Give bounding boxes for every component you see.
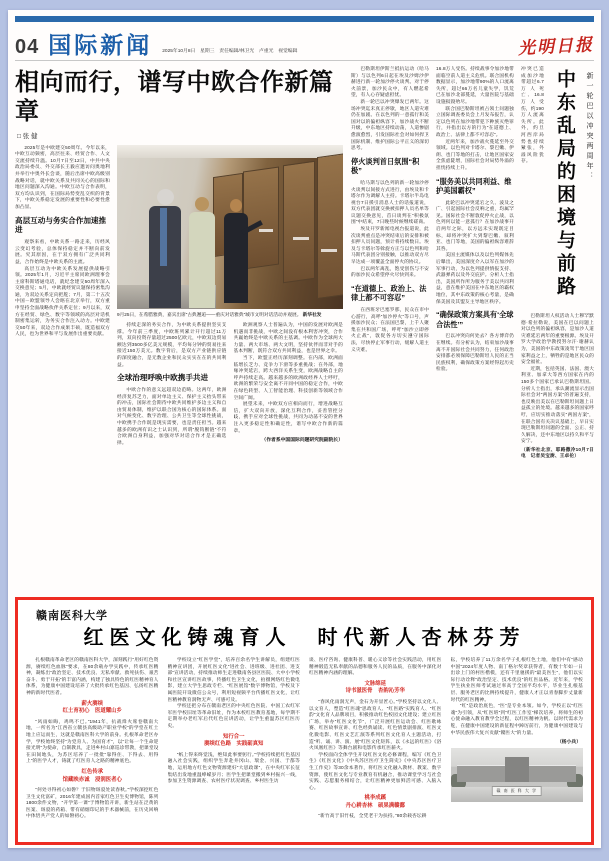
masthead-row	[15, 24, 594, 57]
exhibition-photo	[117, 145, 343, 309]
feature-column-1	[26, 657, 159, 841]
lead-right-area	[117, 145, 343, 590]
photo-ceiling	[117, 145, 343, 158]
exhibit-panel	[283, 160, 315, 282]
vertical-headline-block	[548, 66, 594, 308]
feature-column-4	[451, 657, 584, 841]
vertical-kicker: 新一轮巴以冲突两周年：	[586, 72, 593, 182]
mideast-subhead-a2: “在道德上、政治上、法律上都不可容忍”	[351, 283, 427, 303]
feature-col3-text-b: “春风化雨润无声，金石为开显匠心。”学校坚持以文化人、以文育人，塑造“红医魂”思政育人、“红医路”实践育人、“红医韵”文化育人品牌项目，积极推动红色校园文化建设；建立红医广场，举办“红医文化节”，广泛开展红医运动会、红医歌咏赛、红医故事宣讲、红色经典诵读、红色情景剧排演、红医文化微电影、红医文艺汇演等系列红医文化育人主题活动，打造“听、诵、讲、演、展”红医文化矩阵，以《永远的红医》《浴火凤凰红医》等舞台剧和电影传承红医薪火。 学校面向全体学生开设红医文化必修课程，编写《红色卫生》《红医文化》《中央苏区医疗卫生简史》《中央苏区医疗卫生工作史》等30余本著作，将红医文化融入教材、教案、数字资源，使红医文化与专业教育有机融合，推动课堂学习与社会实践、志愿服务相结合，让红医精神更加鲜活可感、入脑入心。	[309, 698, 442, 790]
exhibit-label	[293, 237, 309, 240]
mideast-colB-text-c: 巴以冲突向何处去？各方博弈仍在继续。有分析认为，结束加沙战事离不开国际社会共同努力，任何政治安排都必须保障巴勒斯坦人民的正当民族权利，确保政策方案经得起历史检验。	[436, 333, 514, 372]
mideast-subhead-b1: “服务美以共同利益、维护美国霸权”	[436, 176, 512, 196]
exhibit-label	[259, 229, 273, 232]
visitor-woman-elder	[147, 189, 183, 309]
mideast-subhead-a1: 停火谈判首日氛围“积极”	[351, 156, 420, 176]
mideast-colB-text-a: 16.8万人受伤。持续战事令加沙地带面临空前人道主义危机。联合国机构数据显示，加沙地带90%的人口流离失所，超过66万名儿童失学，饥荒已在加沙北部蔓延，大量医院与基础设施损毁殆尽。 联合国巴勒斯坦被占领土问题独立国际调查委员会上月发布报告，认定以色列在加沙地带犯下种族灭绝罪行，并指出以方的行为“在道德上、政治上、法律上都不可容忍”。 近两年来，加沙战火蔓延至外交领域。以色列对卡塔尔、黎巴嫩、伊朗、也门等地的打击，让地区国家安全焦虑陡增，国际社会对局势外溢的担忧持续上升。	[436, 66, 514, 170]
lead-col1-text-a: 2025年是中欧建交50周年。今年以来，中欧互动频密，高层往来、经贸合作、人文交流持续升温。10月7日至12日，中共中央政治局委员、外交部长王毅应邀访问奥地利并举行中奥外长会谈，随后出席中欧高级别战略对话，就中欧关系及共同关心的国际和地区问题深入沟通。中欧互动与合作表明，双方均认识到，在国际局势变乱交织的背景下，中欧关系稳定发展的重要性和必要性愈加凸显。	[15, 144, 110, 209]
photo-caption-text: 9月25日，在希腊雅典，嘉宾出席“古典邂逅——重庆对话雅典”城市文明对话活动并观展。	[117, 311, 302, 317]
vertical-headline: 中东乱局的困境与前路	[554, 69, 575, 299]
author-note: （作者系中国国际问题研究院副院长）	[261, 438, 343, 444]
feature-org: 赣南医科大学	[36, 610, 108, 622]
mideast-colD-text: 巴勒斯坦人权活动人士穆罕默德·希拉勒说，美国在巴以问题上对以色列的偏袒纵容，是加沙人道灾难延宕两年的重要根源。埃及开罗大学政治学教授努尔汗·谢赫认为，美国的中东政策凌驾于地区国家利益之上，牺牲的是地区民众的安全福祉。 近期，包括英国、法国、澳大利亚、加拿大等西方国家在内的150多个国家已承认巴勒斯坦国。分析人士指出，承认潮流显示出国际社会对“两国方案”的普遍支持，也反映出美以在巴勒斯坦问题上日益孤立的处境。越来越多的国家呼吁，应切实推动落实“两国方案”，在联合国有关决议基础上，早日实现巴勒斯坦问题的全面、公正、持久解决，还中东地区以持久和平与安宁。	[521, 313, 594, 444]
lead-col2-text-b: 中欧合作的意义远超双边范畴。这两年，欧洲经济复苏乏力，面对单边主义、保护主义抬头带来的冲击，国际社会期待中欧共同维护多边主义和自由贸易体制，维护以联合国为核心的国际体系。面对气候变化、数字治理、公共卫生等全球性挑战，中欧携手合作既是现实需要，也是责任担当。越来越多的欧洲有识之士认识到，所谓“脱钩断链”不符合欧洲自身利益，加强对华对话合作才是正确选择。	[117, 386, 227, 445]
lead-headline: 相向而行，谱写中欧合作新篇章	[15, 69, 334, 125]
feature-subhead-5: 桃李成蹊 丹心耕杏林 硕果满赣鄱	[345, 795, 405, 809]
photo-caption	[117, 312, 343, 318]
lead-body	[15, 145, 343, 590]
mideast-subhead-b2: “确保政策方案具有‘全球合法性’”	[436, 310, 514, 329]
exhibit-panel	[317, 152, 343, 298]
feature-col2-text-a: 学校设立“红医学堂”，培养百余名学生讲解员，组建红医精神宣讲团，开展红医文化“进社会、进班级、进社团、进支部”宣讲活动，持续推动师生走进赣南各县区医院、大中小学校和社区宣讲红医故事，传播红色卫生文化，拍摄网络红色微电影，建立大学生思政专栏、“红医展馆”数字博物馆，学校及下属医院开设微信公众号，利用短视频平台传播红医文化，让红医精神教育润物无声、可感可及。 学校还把分布在赣南老区的中央红色医院、中国工农红军军医学校旧址等革命旧址，作为本校红医教育基地，每学期不定期举办老红军后代红色宣讲活动，让学生重温苏区红医历史。	[167, 657, 300, 728]
section-title: 国际新闻	[48, 32, 153, 58]
newspaper-page	[8, 10, 601, 848]
campus-tower	[505, 757, 529, 782]
feature-subhead-2: 红色传承 馆藏映赤诚 浸润医者心	[62, 768, 122, 783]
lead-article	[15, 66, 343, 590]
feature-col4-text: 耘，学校培养了11万余名学子扎根红色土地，他们中有“感动中国”2024年度人物、南丁格尔奖章获得者，有数十年如一日出诊上门的村医楷模，还有千里驰援的“最美医生”，他们以实际行动诠释“政治坚定、技术优良”的红医品格。近年来，学校学生执业医师考试通过率高于全国平均水平，毕业生扎根基层、服务老区的比例持续提升，健康人才正以青春脚步丈量新时代的红医精神。 “红”是政治底色，“医”是专业本领。如今，学校正以“红医魂”为引领，从“红医班”到“红医工作室”梯次培养，将师生的初心使命融入教育教学全过程，以红医精神为帆、以时代需求为舵，在健康中国建设的新征程中踔厉前行，为健康中国建设与中华民族伟大复兴贡献“赣医大”的力量。	[450, 657, 583, 735]
feature-col1-text-b: “风雨如晦，鸡鸣不已。”1941年，抗战烽火席卷赣南大地，一所名为“江西省立赣县高级助产职业学校”的学堂在红土地上应运而生，这就是赣南医科大学的前身。扎根革命老区办学，学校始终坚持“为党育人、为国育才”，以“让每一个生命迎接光明”为使命，自制教具，走进乡村山寨巡诊带教，把课堂设在田间地头，为苏区培养了一批批“靠得住、下得去、用得上”的医学人才，铸就了红医育人之路的精神底色。	[26, 718, 159, 764]
feature-col1-text-c: “何处寻得初心如磐？于旧物斑驳处读春秋。”学校深挖红色卫生文化富矿，2016年建成国内首家红色卫生史博物馆，陈列1800余件文物，“开学第一课”于博物馆开讲，新生站在泛黄的医案、斑驳的药箱、带有硝烟印记的手术器械前，在历史回响中体悟共产党人的如磐初心。	[26, 787, 159, 819]
lead-subhead-2: 全球治理呼唤中欧携手共进	[117, 373, 209, 383]
top-section	[15, 66, 594, 590]
lead-byline: □ 张 健	[17, 132, 38, 140]
feature-title: 红医文化铸魂育人 时代新人杏林芬芳	[83, 627, 526, 649]
guide-man	[221, 199, 251, 305]
feature-box	[15, 597, 594, 845]
lead-lower-columns	[117, 322, 343, 590]
lead-col2-text-a: 持续走深的务实合作，为中欧关系提供坚实支撑。今年前三季度，中欧班列累计开行超过11万列，双向投资存量超过2500亿欧元，中欧双边贸易额达到3500多亿美元规模，平均每分钟的贸易往来接近150万美元。数字背后，是双方产业链供应链的深度融合，是无数企业和民众实实在在的共同利益。	[117, 322, 227, 367]
mideast-column-a	[351, 66, 429, 590]
edition-dateline: 2025年10月8日 星期三 责任编辑/林卫光 卢重光 视觉编辑	[162, 49, 298, 54]
lead-col3-text: 欧洲观察人士普遍认为，中国的发展对欧洲是机遇而非挑战，中欧之间没有根本利害冲突，合作共赢始终是中欧关系的主基调。中欧作为全球两大力量、两大市场、两大文明，坚持伙伴而非对手的基本判断，既符合双方共同利益，也是世界之幸。 当下，欧盟正经历深刻调整。在内部，欧洲面临增长乏力、竞争力下滑等多重挑战；在外部，地缘冲突延宕，跨大西洋关系生变，欧洲战略自主的呼声持续走高。越来越多的欧洲政经界人士呼吁，欧洲的繁荣与安全离不开同中国的稳定合作，中欧在绿色转型、人工智能治理、科技创新等领域合作空间广阔。 展望未来，中欧双方应相向而行，增进战略互信，扩大双向开放，深化互利合作，妥善管控分歧，携手应对全球性挑战，共同为动荡不安的世界注入更多稳定性和确定性，谱写中欧合作新的篇章。	[233, 322, 343, 433]
feature-columns	[26, 657, 583, 841]
feature-col3-text-a: 谈、医疗咨询、健康科普、暖心义诊等社会实践活动，用红医精神锻造无私奉献的品德和服务人民的品质，在服务中深化对红医精神内涵的理解。	[309, 657, 442, 676]
feature-subhead-1: 薪火赓续 红土育初心 医道耀山乡	[62, 700, 122, 715]
page-header	[15, 16, 594, 61]
campus-photo	[451, 748, 584, 802]
blue-scarf	[160, 208, 167, 266]
exhibit-label	[321, 249, 337, 252]
mideast-right-area	[521, 66, 594, 590]
mideast-colA-text-b: 哈马斯与以色列的新一轮加沙停火谈判以间接方式进行，由埃及和卡塔尔作为调解人主持。卡塔尔半岛电视台7日援引消息人士的话报道说，双方代表团就交换被扣押人员名单等议题交换意见，首日谈判在“积极氛围”中结束，7日晚些时候继续磋商。 埃及开罗新闻电视台报道说，此次谈判重点是冲突结束后的安排和被扣押人员问题，预计将持续数日。埃及与卡塔尔等斡旋方正与以色列和哈马斯代表团分别接触，以推动双方尽早达成一项覆盖全面停火的协议。 巴以两年离乱，饱受创伤与不安的加沙民众希望停火尽快到来。	[351, 179, 429, 278]
feature-column-2	[168, 657, 301, 841]
mideast-colA-text-a: 巴勒斯坦伊斯兰抵抗运动（哈马斯）与以色列6日起在埃及沙姆沙伊赫进行新一轮加沙停火谈判。对于停火前景，加沙民众中，有人燃起希望，有人心存疑虑担忧。 新一轮巴以冲突爆发已两年。这场冲突迄未真正停歇，地区人道灾难仍在加剧。在以色列的一意孤行和美国对以的偏袒纵容下，加沙战火不断升级，中东地区持续动荡，人道惨剧愈演愈烈，引发国际社会对如何捍卫国际机制、维护国际公平正义的深切思考。	[351, 66, 429, 151]
mideast-headline-block	[521, 66, 594, 308]
mideast-article	[351, 66, 594, 590]
masthead-logo: 光明日报	[517, 35, 595, 58]
visitor-woman	[187, 197, 217, 309]
lead-subhead-1: 高层互动与务实合作加速推进	[15, 215, 107, 235]
mideast-column-b	[436, 66, 514, 590]
lead-column-2	[117, 322, 227, 590]
header-rule	[15, 60, 594, 61]
feature-subhead-3: 知行合一 赓续红色路 实践砺真知	[204, 733, 264, 748]
lead-col1-text-b: 观察来看，中欧关系一路走来，历经风云变幻考验，总体保持稳定并不断向前发展。究其原因，在于双方拥有广泛共同利益，合作始终是中欧关系的主流。 高层互动为中欧关系发展提供战略引领。2025年1月，习近平主席同欧洲理事会主席科斯塔通电话，就纪念建交50周年深入交换意见；5月，中欧就经贸议题保持密集沟通，为双边关系定向把舵；7月，第二十五次中国－欧盟领导人会晤在北京举行，双方重申坚持全面战略伙伴关系定位；9月以来，双方在经贸、绿色、数字等领域的高层对话机制密集运转，为务实合作注入动力。中欧建交50年来，双边合作成果丰硕，既造福双方人民，也为世界和平与发展作出重要贡献。	[15, 239, 110, 337]
campus-photo-caption: 赣 南 医 科 大 学	[491, 786, 542, 796]
mideast-narrow-column: 冲突已造成加沙地带超过6.7万人死亡、16.8万人受伤，约190万人流离失所。此外，约旦河西岸局势也持续紧张，外溢风险犹存。	[521, 66, 544, 164]
wire-dateline: （新华社北京、耶路撒冷10月7日电 记者吴宝澍、王卓伦）	[521, 446, 594, 459]
feature-byline: （杨小兵）	[557, 740, 581, 746]
lead-column-1	[15, 145, 110, 590]
feature-col1-intro: 扎根赣南革命老区的赣南医科大学，深刻践行“用好红色资源，赓续红色血脉”要求，在80余载办学实践中，传承红医精神，凝练出“政治坚定、技术优良、无私奉献、救死扶伤、艰苦奋斗、勇于开拓”的丰富内涵，构建了独具特色的红医精神育人体系，为健康中国建设培养了大批传承红色基因、弘扬红医精神的新时代医者。	[26, 657, 159, 695]
feature-col3-text-c: “新竹高于旧竹枝，全凭老干为扶持。”80余载杏坛耕	[318, 813, 427, 819]
feature-col2-text-b: “纸上得来终觉浅，绝知此事要躬行。”学校持续把红色基因融入社会实践，组织学生奔赴井冈山、瑞金、兴国、于都等地，运用地方红色文物资源建好“大思政课”，在中央红军长征集结出发地重温峥嵘岁月；医学生把课堂搬到乡村振兴一线，参加卫生资源调查、农村医疗状况调查、乡村医生访	[167, 751, 300, 784]
mideast-colA-text-c: 在西班牙巴塞罗那，民众在市中心游行，高呼“加沙停火”等口号，声援加沙民众；在法国巴黎，上千人聚集在共和国广场，呼吁“加沙立即停火止战”，敦促各方切实遵守国际法，尽快停止军事行动，缓解人道主义灾难。	[351, 307, 429, 352]
page-number: 04	[15, 36, 40, 58]
top-accent-bar	[15, 16, 594, 22]
mideast-colB-text-b: 此轮巴以冲突延宕之久、波及之广、引起国际社会反响之重，均属罕见。国际社会不断敦促停火止战，以色列何以能一意孤行？在加沙战事开启两年之际，以方远未实现既定目标，却将冲突扩大到黎巴嫩、叙利亚、也门等地，美国的偏袒纵容难辞其咎。 美国主流媒体以及以色列媒体先后曝出，美国深度介入以军在加沙的军事行动，为以色列提供情报支持、武器弹药以及外交庇护。分析人士指出，美国所作所为服务于美以共同利益，意在维护美国在中东地区的霸权地位，其中东政策的核心考量，是确保美国及其盟友主导地区秩序。	[436, 199, 514, 304]
photo-credit: 新华社发	[302, 311, 322, 317]
feature-column-3	[309, 657, 442, 841]
feature-subhead-4: 文脉绵延 诗书滋医骨 杏韵沁芳华	[345, 680, 405, 695]
mideast-bottom-column	[521, 313, 594, 590]
lead-column-3	[234, 322, 344, 590]
lead-figure	[117, 145, 343, 322]
